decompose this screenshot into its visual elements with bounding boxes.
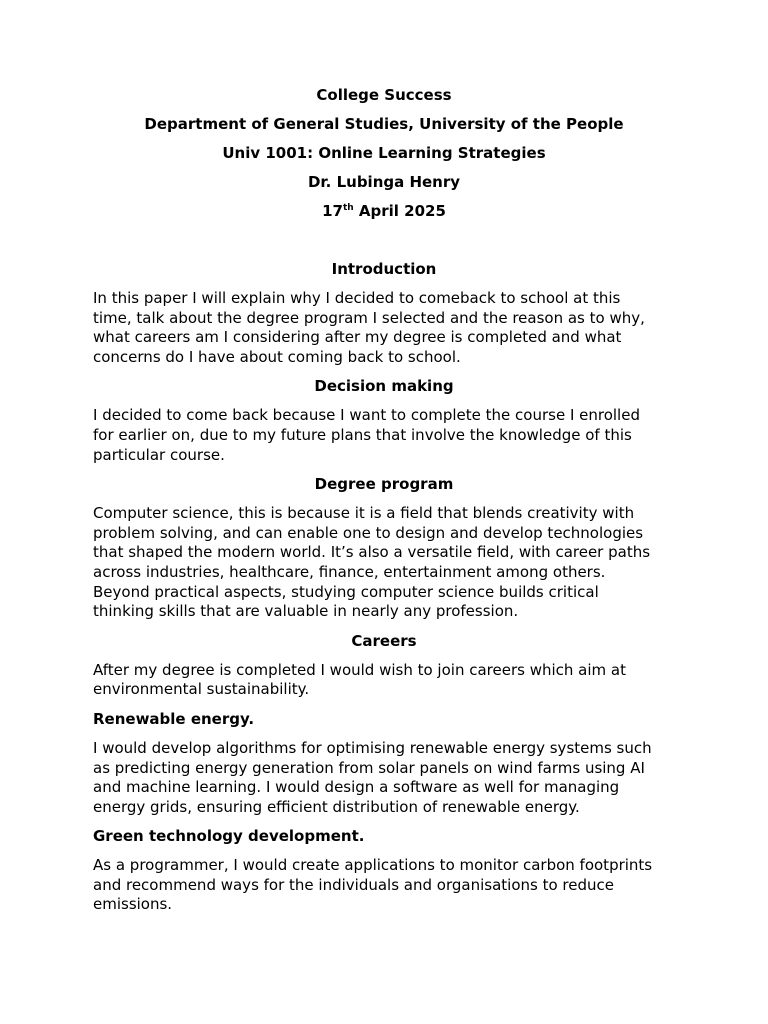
renewable-heading: Renewable energy. bbox=[93, 709, 255, 728]
date-rest: April 2025 bbox=[353, 202, 446, 220]
green-tech-paragraph: As a programmer, I would create applications to monitor carbon footprints and recommend ways for the individuals and organisations to reduce emissions. bbox=[93, 856, 653, 914]
renewable-paragraph: I would develop algorithms for optimising renewable energy systems such as predicting energy generation from solar panels on wind farms using AI and machine learning. I would design a software as well for managing energy grids, ensuring efficient distribution of renewable energy. bbox=[93, 738, 652, 816]
degree-paragraph: Computer science, this is because it is a field that blends creativity with problem solving, and can enable one to design and develop technologies that shaped the modern world. It’s also a versatile field, with career paths across industries, healthcare, finance, entertainment among others. Beyond practical aspects, studying computer science builds critical thinking skills that are valuable in nearly any profession. bbox=[93, 504, 651, 621]
document-page bbox=[93, 86, 675, 925]
course-code-line: Univ 1001: Online Learning Strategies bbox=[222, 144, 546, 162]
degree-heading: Degree program bbox=[314, 475, 454, 494]
introduction-heading: Introduction bbox=[331, 260, 437, 278]
title-block bbox=[93, 86, 675, 221]
date-suffix: th bbox=[342, 203, 354, 213]
date-day: 17 bbox=[322, 202, 343, 220]
green-tech-heading: Green technology development. bbox=[93, 827, 365, 846]
instructor-line: Dr. Lubinga Henry bbox=[307, 173, 461, 191]
careers-paragraph: After my degree is completed I would wish to join careers which aim at environmental sustainability. bbox=[93, 660, 626, 699]
department-line: Department of General Studies, University of the People bbox=[144, 115, 624, 133]
introduction-paragraph: In this paper I will explain why I decided to comeback to school at this time, talk about the degree program I selected and the reason as to why, what careers am I considering after my degree is completed and what concerns do I have about coming back to school. bbox=[93, 289, 645, 366]
careers-heading: Careers bbox=[351, 631, 417, 650]
date-line bbox=[93, 202, 675, 221]
decision-heading: Decision making bbox=[314, 377, 454, 396]
decision-paragraph: I decided to come back because I want to complete the course I enrolled for earlier on, due to my future plans that involve the knowledge of this particular course. bbox=[93, 406, 640, 464]
course-title: College Success bbox=[316, 86, 452, 104]
